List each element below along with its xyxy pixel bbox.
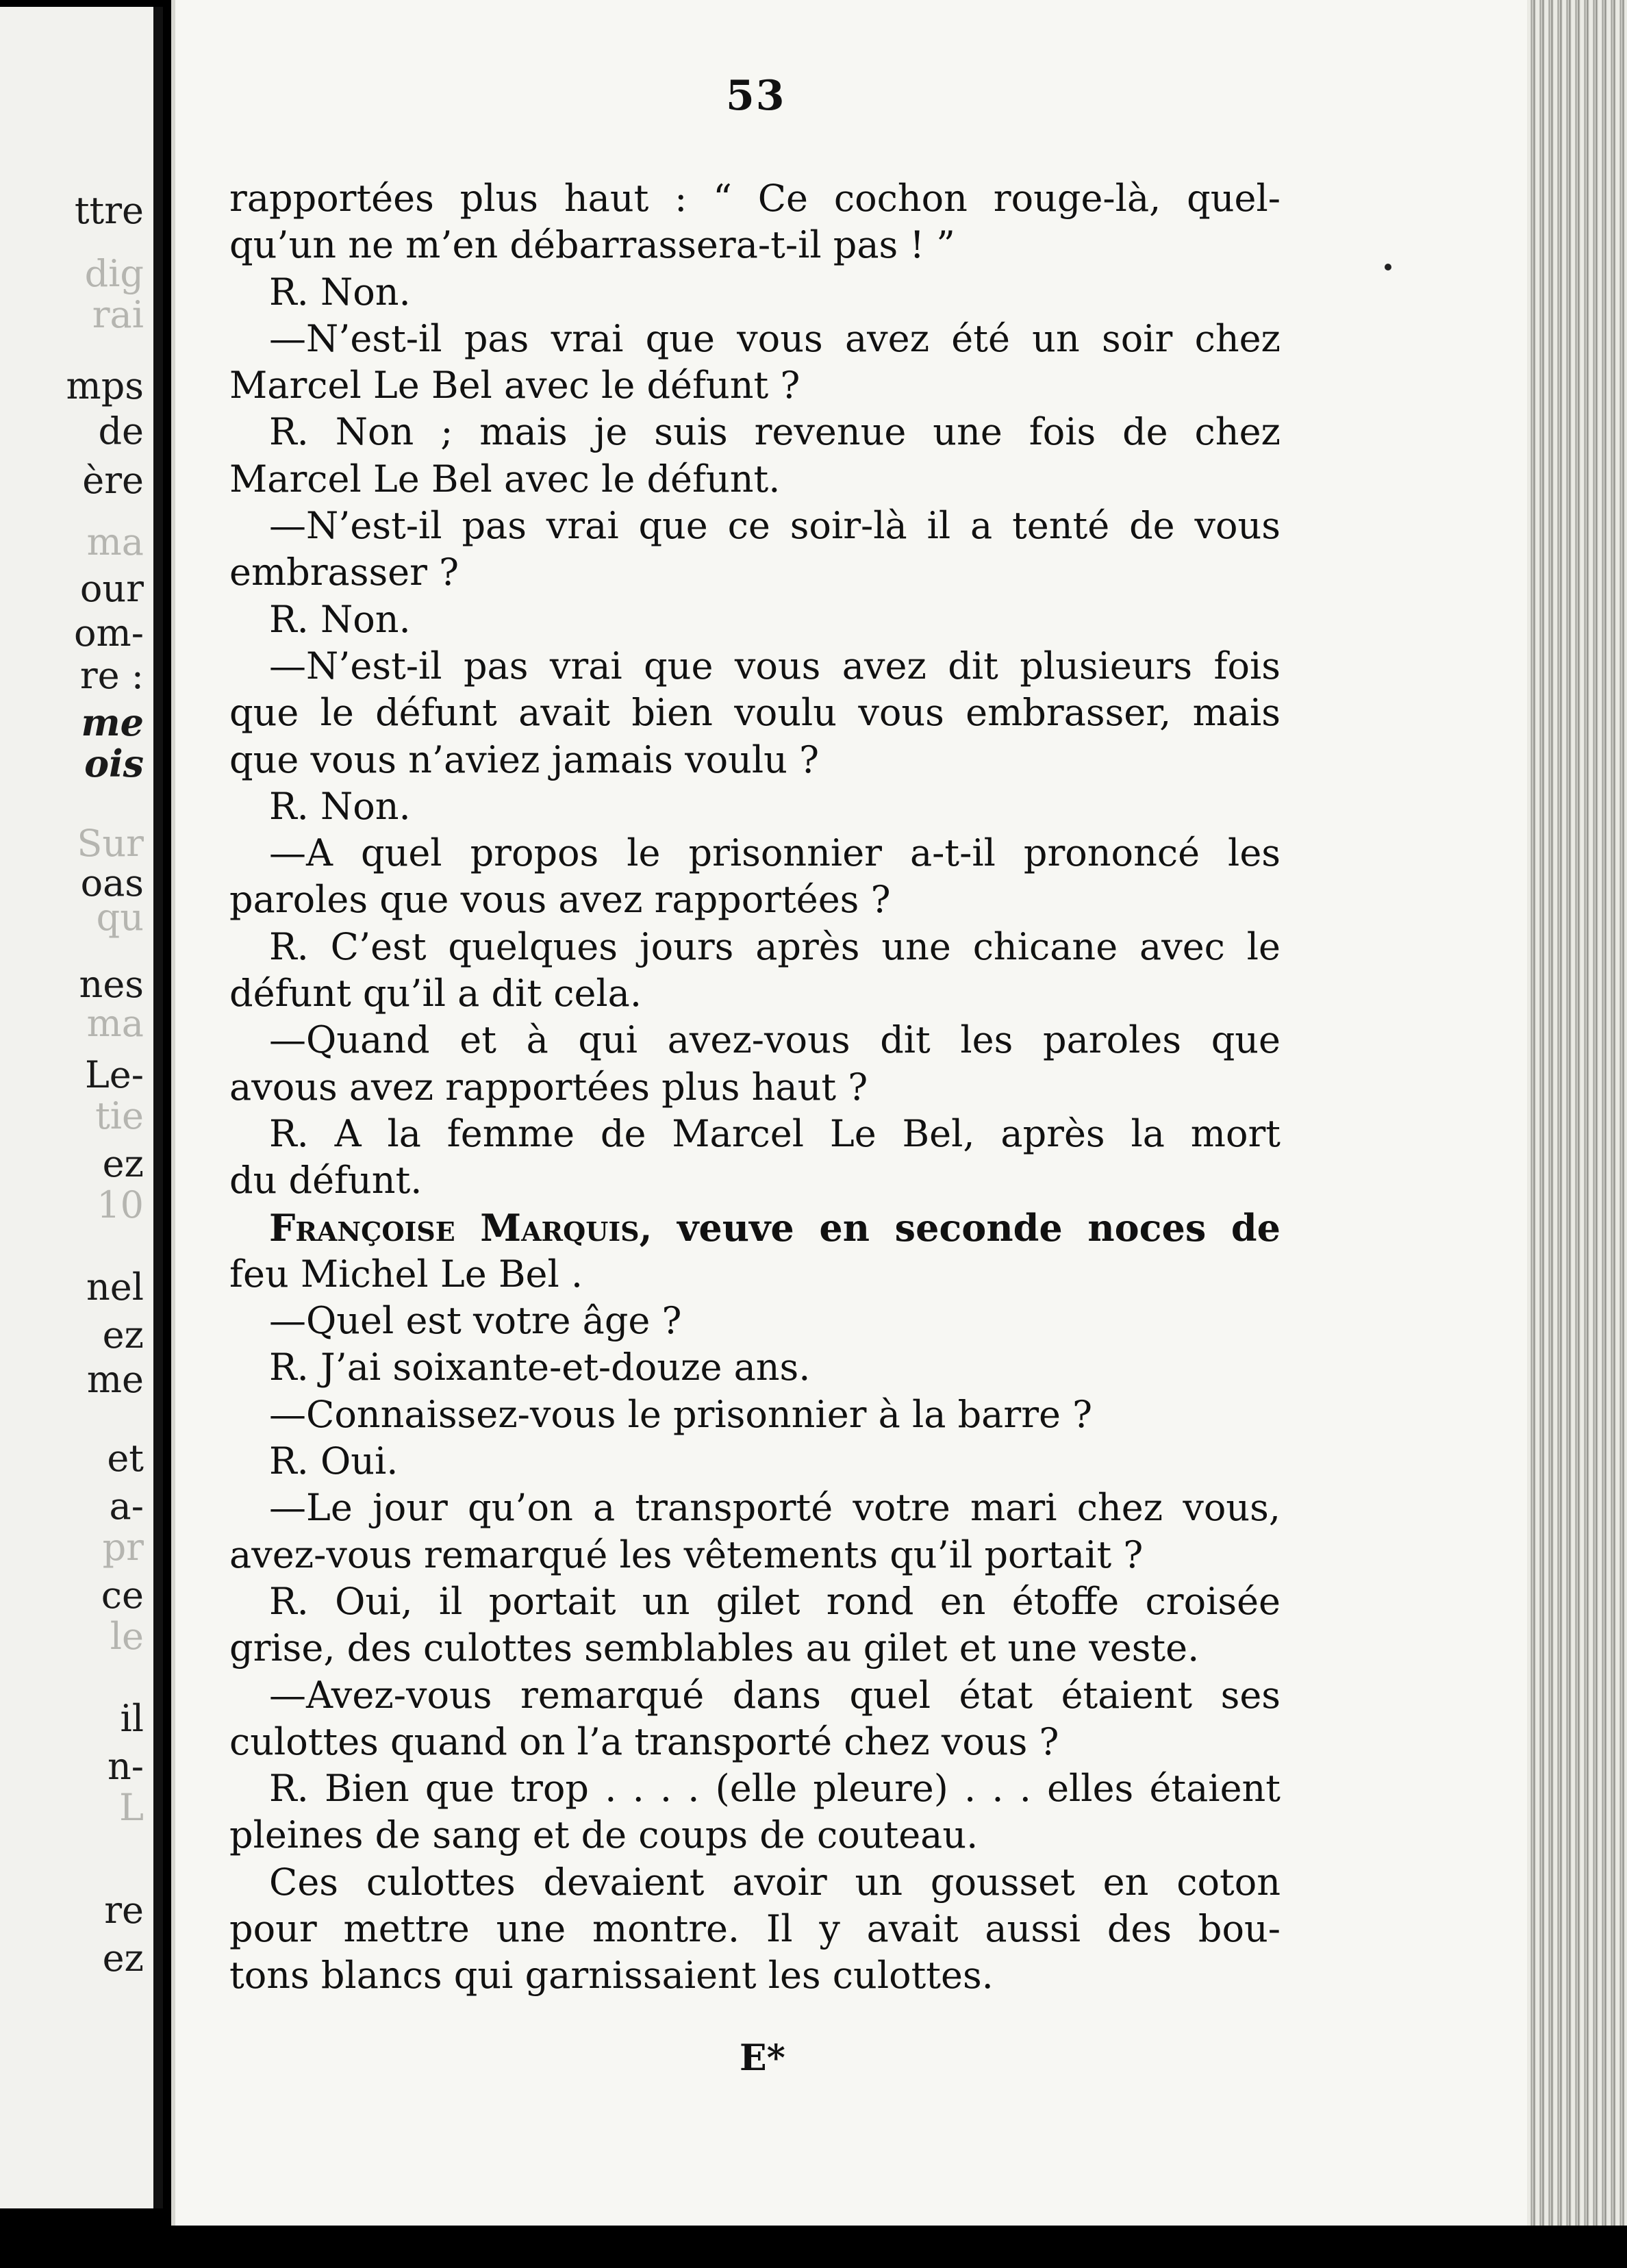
- left-page-text-fragment: re :: [79, 654, 144, 697]
- left-page-text-fragment: nel: [86, 1265, 144, 1309]
- text-line: R. Non.: [269, 784, 411, 828]
- text-line: R. Oui.: [269, 1439, 399, 1483]
- left-page-text-fragment: 10: [97, 1183, 144, 1226]
- text-line: Marcel Le Bel avec le défunt.: [229, 457, 781, 501]
- left-page-text-fragment: Le-: [84, 1053, 144, 1096]
- text-line: grise, des culottes semblables au gilet et une veste.: [229, 1626, 1200, 1670]
- text-line: feu Michel Le Bel .: [229, 1252, 583, 1296]
- left-page-text-fragment: le: [110, 1615, 144, 1658]
- left-page-text-fragment: qu: [96, 896, 144, 939]
- text-line: —Le jour qu’on a transporté votre mari chez vous,: [269, 1486, 1281, 1530]
- left-page-text-fragment: mps: [66, 364, 144, 407]
- left-page-text-fragment: ez: [102, 1313, 144, 1357]
- ink-speck: [1385, 264, 1391, 270]
- text-line: avez-vous remarqué les vêtements qu’il portait ?: [229, 1533, 1144, 1576]
- left-page-text-fragment: L: [119, 1786, 144, 1829]
- left-page-text-fragment: ma: [86, 520, 144, 564]
- left-page-text-fragment: tie: [95, 1094, 144, 1137]
- page-text: [229, 175, 1281, 2000]
- page-edges: [1527, 0, 1627, 2226]
- text-line: —Connaissez-vous le prisonnier à la barre ?: [269, 1392, 1093, 1436]
- text-line: R. Non ; mais je suis revenue une fois de chez: [269, 410, 1281, 454]
- text-line: rapportées plus haut : “ Ce cochon rouge-là, quel-: [229, 177, 1281, 220]
- left-page-text-fragment: ez: [102, 1142, 144, 1185]
- left-page-text-fragment: de: [98, 410, 144, 453]
- left-page-text-fragment: et: [107, 1437, 144, 1480]
- text-line: culottes quand on l’a transporté chez vous ?: [229, 1719, 1059, 1763]
- left-page-text-fragment: a-: [109, 1485, 144, 1528]
- text-line: —N’est-il pas vrai que vous avez dit plusieurs fois: [269, 644, 1281, 688]
- text-line: R. Oui, il portait un gilet rond en étoffe croisée: [269, 1579, 1281, 1623]
- text-line: que le défunt avait bien voulu vous embrasser, mais: [229, 691, 1281, 735]
- text-line: qu’un ne m’en débarrassera-t-il pas ! ”: [229, 223, 955, 267]
- text-line: du défunt.: [229, 1159, 422, 1202]
- left-page-text-fragment: our: [79, 567, 144, 610]
- text-line: —N’est-il pas vrai que vous avez été un soir chez: [269, 316, 1281, 360]
- text-line: Marcel Le Bel avec le défunt ?: [229, 364, 800, 407]
- text-line: que vous n’aviez jamais voulu ?: [229, 738, 820, 781]
- text-line: —Avez-vous remarqué dans quel état étaient ses: [269, 1673, 1281, 1717]
- left-page-text-fragment: n-: [107, 1745, 144, 1788]
- left-page-text-fragment: dig: [84, 252, 144, 295]
- left-page-text-fragment: ma: [86, 1002, 144, 1045]
- page-number: 53: [726, 72, 786, 120]
- left-page-text-fragment: ère: [82, 459, 144, 502]
- text-line: —A quel propos le prisonnier a-t-il prononcé les: [269, 831, 1281, 875]
- text-line: R. C’est quelques jours après une chicane avec le: [269, 924, 1281, 968]
- text-line: paroles que vous avez rapportées ?: [229, 878, 891, 922]
- left-page-fragment: [0, 7, 163, 2208]
- left-page-text-fragment: Sur: [77, 822, 144, 865]
- text-line: [229, 1205, 1281, 1251]
- scan-border: [0, 2226, 1627, 2268]
- left-page-text-fragment: om-: [74, 612, 144, 655]
- text-line: —N’est-il pas vrai que ce soir-là il a tenté de vous: [269, 504, 1281, 548]
- left-page-text-fragment: rai: [92, 293, 144, 336]
- text-line: pleines de sang et de coups de couteau.: [229, 1813, 979, 1857]
- text-line: Ces culottes devaient avoir un gousset en coton: [269, 1860, 1281, 1904]
- text-line: R. Non.: [269, 597, 411, 641]
- witness-name: Françoise Marquis: [269, 1205, 640, 1250]
- left-page-text-fragment: ez: [102, 1937, 144, 1980]
- left-page-text-fragment: nes: [79, 963, 144, 1006]
- left-page-text-fragment: il: [120, 1697, 144, 1740]
- text-line: —Quel est votre âge ?: [269, 1299, 682, 1343]
- left-page-text-fragment: ce: [101, 1574, 144, 1617]
- left-page-text-fragment: me: [86, 1358, 144, 1401]
- left-page-text-fragment: me: [81, 701, 144, 744]
- left-page-text-fragment: pr: [102, 1526, 144, 1569]
- left-page-text-fragment: re: [104, 1889, 144, 1932]
- signature-mark: E*: [740, 2037, 785, 2079]
- left-page-text-fragment: oas: [80, 861, 144, 905]
- text-line: R. A la femme de Marcel Le Bel, après la mort: [269, 1111, 1281, 1155]
- text-line: avous avez rapportées plus haut ?: [229, 1065, 868, 1109]
- text-line: R. J’ai soixante-et-douze ans.: [269, 1346, 811, 1389]
- text-line: embrasser ?: [229, 551, 459, 594]
- left-page-text-fragment: ois: [84, 742, 144, 785]
- text-line: tons blancs qui garnissaient les culottes.: [229, 1954, 994, 1998]
- text-line: —Quand et à qui avez-vous dit les paroles que: [269, 1018, 1281, 1062]
- text-line: R. Non.: [269, 270, 411, 314]
- witness-description: , veuve en seconde noces de: [639, 1205, 1281, 1250]
- text-line: défunt qu’il a dit cela.: [229, 972, 642, 1016]
- text-line: pour mettre une montre. Il y avait aussi des bou-: [229, 1906, 1281, 1950]
- left-page-text-fragment: ttre: [74, 189, 144, 232]
- text-line: R. Bien que trop . . . . (elle pleure) . . . elles étaient: [269, 1767, 1281, 1811]
